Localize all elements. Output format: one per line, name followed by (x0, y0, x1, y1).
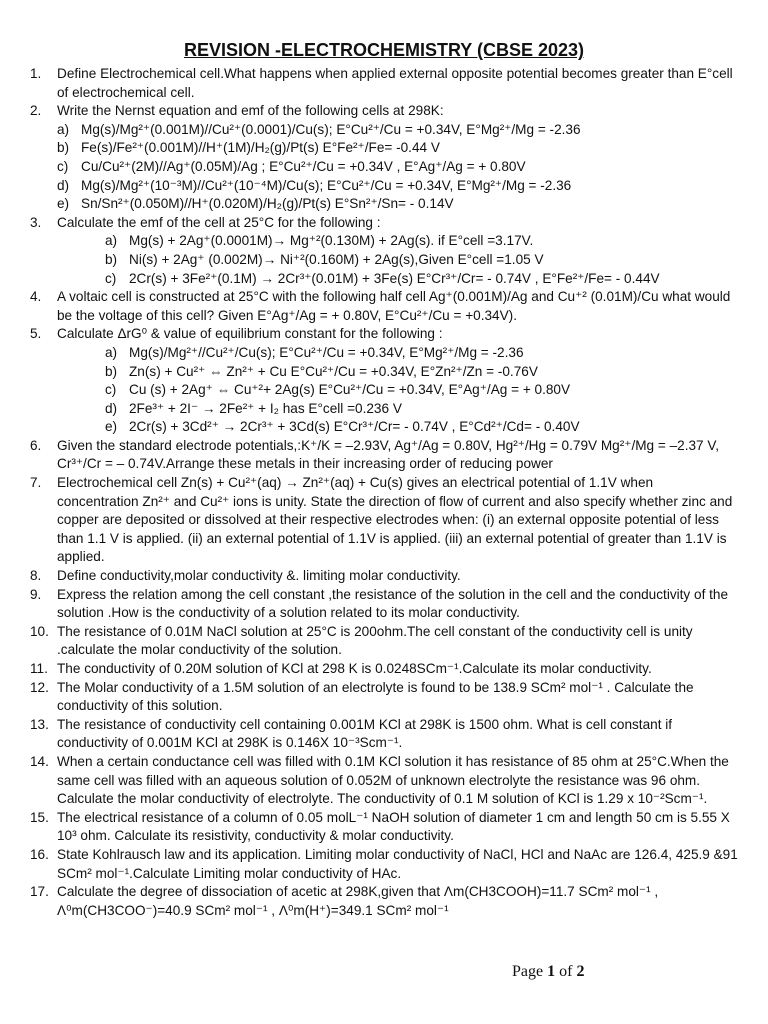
sub-question-text: Mg(s)/Mg²⁺(10⁻³M)//Cu²⁺(10⁻⁴M)/Cu(s); E°Cu²⁺/Cu = +0.34V, E°Mg²⁺/Mg = -2.36 (81, 177, 572, 193)
question-text: Given the standard electrode potentials,:K⁺/K = –2.93V, Ag⁺/Ag = 0.80V, Hg²⁺/Hg = 0.79V Mg²⁺/Mg = –2.37 V, Cr³⁺/Cr = – 0.74V.Arrange these metals in their increasing order of reducing power (57, 437, 719, 472)
question-body (57, 753, 738, 809)
question-item (30, 586, 738, 623)
question-number: 9. (30, 586, 42, 602)
page-title: REVISION -ELECTROCHEMISTRY (CBSE 2023) (183, 40, 585, 60)
sub-question (57, 418, 738, 437)
question-item (30, 65, 738, 102)
question-body (57, 623, 738, 660)
question-body (57, 679, 738, 716)
sub-question-label: d) (57, 177, 70, 193)
question-text: Electrochemical cell Zn(s) + Cu²⁺(aq) → Zn²⁺(aq) + Cu(s) gives an electrical potential of 1.1V when concentration Zn²⁺ and Cu²⁺ ions is unity. State the direction of flow of current and also specify whether zinc and copper are deposited or dissolved at their respective electrodes when: (i) an external opposite potential of less than 1.1 V is applied. (ii) an external potential of 1.1V is applied. (iii) an external potential of greater than 1.1V is applied. (57, 475, 733, 565)
question-number: 1. (30, 66, 42, 81)
question-text: A voltaic cell is constructed at 25°C with the following half cell Ag⁺(0.001M)/Ag and Cu⁺² (0.01M)/Cu what would be the voltage of this cell? Given E°Ag⁺/Ag = + 0.80V, E°Cu²⁺/Cu = +0.34V). (57, 289, 731, 323)
sub-question-label: a) (57, 121, 70, 137)
question-text: When a certain conductance cell was filled with 0.1M KCl solution it has resistance of 85 ohm at 25°C.When the same cell was filled with an aqueous solution of 0.052M of unknown electrolyte the resistance was 96 ohm. Calculate the molar conductivity of electrolyte. The conductivity of 0.1 M solution of KCl is 1.29 x 10⁻²Scm⁻¹. (57, 753, 729, 807)
question-text: The resistance of 0.01M NaCl solution at 25°C is 200ohm.The cell constant of the conductivity cell is unity .calculate the molar conductivity of the solution. (57, 623, 693, 658)
sub-question (57, 121, 738, 140)
sub-question-label: a) (105, 344, 118, 360)
page-word: Page (512, 963, 544, 980)
question-body (57, 325, 738, 437)
question-body (57, 883, 738, 920)
page-total: 2 (576, 963, 585, 980)
question-text: Calculate the emf of the cell at 25°C for the following : (57, 214, 381, 230)
question-number: 5. (30, 326, 42, 342)
sub-question-text: Mg(s)/Mg²⁺//Cu²⁺/Cu(s); E°Cu²⁺/Cu = +0.34V, E°Mg²⁺/Mg = -2.36 (129, 344, 524, 360)
sub-question-text: Cu (s) + 2Ag⁺ ⇔ Cu⁺²+ 2Ag(s) E°Cu²⁺/Cu = +0.34V, E°Ag⁺/Ag = + 0.80V (129, 382, 571, 398)
sub-question-label: b) (105, 363, 118, 379)
question-body (57, 214, 738, 288)
sub-question (57, 400, 738, 419)
sub-question-label: e) (105, 419, 118, 435)
sub-question-label: a) (105, 233, 118, 249)
question-body (57, 102, 738, 214)
question-text: The conductivity of 0.20M solution of KCl at 298 K is 0.0248SCm⁻¹.Calculate its molar conductivity. (57, 661, 652, 676)
question-text: State Kohlrausch law and its application. Limiting molar conductivity of NaCl, HCl and NaAc are 126.4, 425.9 &91 SCm² mol⁻¹.Calculate Limiting molar conductivity of HAc. (57, 846, 738, 881)
question-number: 3. (30, 214, 42, 230)
question-item (30, 716, 738, 753)
question-body (57, 288, 738, 325)
question-body (57, 809, 738, 846)
question-number: 13. (30, 716, 49, 732)
question-text: Define Electrochemical cell.What happens when applied external opposite potential becomes greater than E°cell of electrochemical cell. (57, 66, 733, 100)
sub-question-label: d) (105, 400, 118, 416)
sub-question (57, 195, 738, 214)
question-number: 12. (30, 679, 49, 695)
page-footer (512, 963, 584, 981)
sub-question-text: 2Cr(s) + 3Fe²⁺(0.1M) → 2Cr³⁺(0.01M) + 3Fe(s) E°Cr³⁺/Cr= - 0.74V , E°Fe²⁺/Fe= - 0.44V (129, 270, 660, 286)
question-item (30, 753, 738, 809)
question-text: Define conductivity,molar conductivity &. limiting molar conductivity. (57, 568, 461, 584)
question-text: The electrical resistance of a column of 0.05 molL⁻¹ NaOH solution of diameter 1 cm and length 50 cm is 5.55 X 10³ ohm. Calculate its resistivity, conductivity & molar conductivity. (57, 809, 730, 844)
question-body (57, 660, 738, 679)
question-text: Calculate the degree of dissociation of acetic at 298K,given that Λm(CH3COOH)=11.7 SCm² mol⁻¹ , Λ⁰m(CH3COO⁻)=40.9 SCm² mol⁻¹ , Λ⁰m(H⁺)=349.1 SCm² mol⁻¹ (57, 884, 659, 918)
question-body (57, 567, 738, 586)
sub-question-text: Mg(s)/Mg²⁺(0.001M)//Cu²⁺(0.0001)/Cu(s); E°Cu²⁺/Cu = +0.34V, E°Mg²⁺/Mg = -2.36 (81, 121, 581, 137)
question-text: Write the Nernst equation and emf of the following cells at 298K: (57, 103, 444, 119)
sub-question-text: Cu/Cu²⁺(2M)//Ag⁺(0.05M)/Ag ; E°Cu²⁺/Cu = +0.34V , E°Ag⁺/Ag = + 0.80V (81, 158, 526, 174)
question-item (30, 623, 738, 660)
question-number: 8. (30, 568, 42, 584)
sub-question (57, 381, 738, 400)
question-list (30, 65, 738, 920)
sub-question-text: Fe(s)/Fe²⁺(0.001M)//H⁺(1M)/H₂(g)/Pt(s) E°Fe²⁺/Fe= -0.44 V (81, 140, 440, 156)
question-item (30, 474, 738, 567)
question-item (30, 846, 738, 883)
sub-question (57, 177, 738, 196)
question-body (57, 474, 738, 567)
sub-question-label: e) (57, 196, 70, 212)
question-item (30, 214, 738, 288)
question-number: 10. (30, 623, 49, 639)
question-item (30, 679, 738, 716)
question-text: The Molar conductivity of a 1.5M solution of an electrolyte is found to be 138.9 SCm² mol⁻¹ . Calculate the conductivity of this solution. (57, 679, 694, 714)
sub-question (57, 232, 738, 251)
question-body (57, 437, 738, 474)
question-item (30, 809, 738, 846)
page-current: 1 (547, 963, 556, 980)
question-text: Calculate ΔrG⁰ & value of equilibrium constant for the following : (57, 326, 443, 342)
question-body (57, 586, 738, 623)
sub-question-text: Mg(s) + 2Ag⁺(0.0001M)→ Mg⁺²(0.130M) + 2Ag(s). if E°cell =3.17V. (129, 233, 534, 249)
question-text: Express the relation among the cell constant ,the resistance of the solution in the cell and the conductivity of the solution .How is the conductivity of a solution related to its molar conductivity. (57, 586, 729, 621)
question-number: 2. (30, 103, 42, 119)
sub-question-label: c) (105, 270, 117, 286)
sub-question-text: Sn/Sn²⁺(0.050M)//H⁺(0.020M)/H₂(g)/Pt(s) E°Sn²⁺/Sn= - 0.14V (81, 196, 454, 212)
question-number: 15. (30, 809, 49, 825)
sub-question (57, 158, 738, 177)
sub-question-label: b) (105, 251, 118, 267)
question-number: 17. (30, 884, 49, 900)
question-item (30, 660, 738, 679)
sub-question (57, 270, 738, 289)
question-item (30, 325, 738, 437)
question-number: 7. (30, 475, 42, 491)
question-item (30, 883, 738, 920)
sub-question (57, 251, 738, 270)
question-number: 4. (30, 289, 42, 305)
question-number: 16. (30, 846, 49, 862)
sub-question (57, 363, 738, 382)
question-body (57, 846, 738, 883)
question-text: The resistance of conductivity cell containing 0.001M KCl at 298K is 1500 ohm. What is cell constant if conductivity of 0.001M KCl at 298K is 0.146X 10⁻³Scm⁻¹. (57, 716, 673, 751)
page-of: of (559, 963, 573, 980)
question-body (57, 716, 738, 753)
question-item (30, 567, 738, 586)
sub-question-text: 2Fe³⁺ + 2I⁻ → 2Fe²⁺ + I₂ has E°cell =0.236 V (129, 400, 402, 416)
question-body (57, 65, 738, 102)
sub-question-text: 2Cr(s) + 3Cd²⁺ → 2Cr³⁺ + 3Cd(s) E°Cr³⁺/Cr= - 0.74V , E°Cd²⁺/Cd= - 0.40V (129, 419, 580, 435)
sub-question-label: b) (57, 140, 70, 156)
question-number: 6. (30, 437, 42, 453)
question-item (30, 102, 738, 214)
question-item (30, 437, 738, 474)
sub-question-text: Zn(s) + Cu²⁺ ⇔ Zn²⁺ + Cu E°Cu²⁺/Cu = +0.34V, E°Zn²⁺/Zn = -0.76V (129, 363, 538, 379)
sub-question-label: c) (57, 158, 69, 174)
question-number: 11. (30, 661, 48, 676)
sub-question-text: Ni(s) + 2Ag⁺ (0.002M)→ Ni⁺²(0.160M) + 2Ag(s),Given E°cell =1.05 V (129, 251, 544, 267)
sub-question (57, 344, 738, 363)
sub-question-label: c) (105, 382, 117, 398)
question-number: 14. (30, 753, 49, 769)
question-item (30, 288, 738, 325)
sub-question (57, 139, 738, 158)
